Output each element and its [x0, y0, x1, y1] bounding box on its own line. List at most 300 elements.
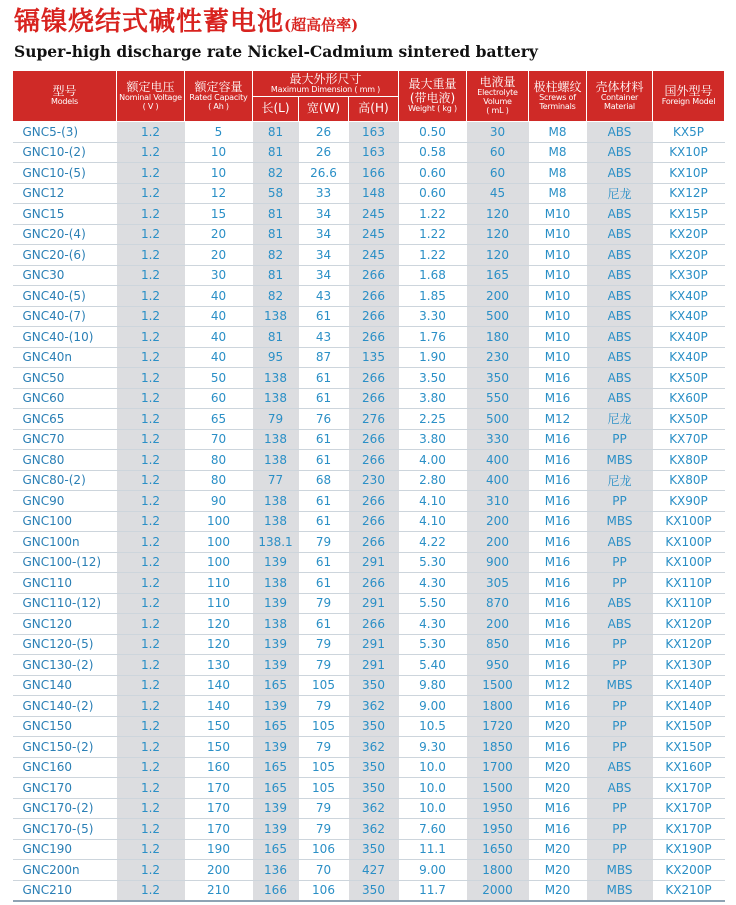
electrolyte-cell: 200 [467, 614, 529, 635]
capacity-cell: 120 [185, 634, 253, 655]
electrolyte-cell: 165 [467, 265, 529, 286]
width-cell: 76 [299, 409, 349, 430]
voltage-cell: 1.2 [117, 122, 185, 143]
voltage-cell: 1.2 [117, 163, 185, 184]
weight-cell: 4.30 [399, 614, 467, 635]
header-weight: 最大重量 (带电液) Weight ( kg ) [399, 71, 467, 122]
screws-cell: M8 [529, 163, 587, 184]
width-cell: 87 [299, 347, 349, 368]
material-cell: ABS [587, 142, 653, 163]
screws-cell: M16 [529, 634, 587, 655]
foreign-model-cell: KX200P [653, 860, 725, 881]
length-cell: 165 [253, 675, 299, 696]
voltage-cell: 1.2 [117, 552, 185, 573]
voltage-cell: 1.2 [117, 573, 185, 594]
model-cell: GNC140-(2) [13, 696, 117, 717]
model-cell: GNC100-(12) [13, 552, 117, 573]
weight-cell: 10.5 [399, 716, 467, 737]
width-cell: 61 [299, 552, 349, 573]
model-cell: GNC65 [13, 409, 117, 430]
electrolyte-cell: 1950 [467, 798, 529, 819]
width-cell: 79 [299, 532, 349, 553]
material-cell: ABS [587, 778, 653, 799]
model-cell: GNC150 [13, 716, 117, 737]
voltage-cell: 1.2 [117, 532, 185, 553]
voltage-cell: 1.2 [117, 347, 185, 368]
capacity-cell: 20 [185, 245, 253, 266]
electrolyte-cell: 900 [467, 552, 529, 573]
width-cell: 34 [299, 265, 349, 286]
header-dimension: 最大外形尺寸 Maximum Dimension ( mm ) [253, 71, 399, 97]
height-cell: 266 [349, 532, 399, 553]
width-cell: 61 [299, 614, 349, 635]
length-cell: 138 [253, 388, 299, 409]
length-cell: 138 [253, 491, 299, 512]
capacity-cell: 30 [185, 265, 253, 286]
voltage-cell: 1.2 [117, 245, 185, 266]
electrolyte-cell: 1850 [467, 737, 529, 758]
capacity-cell: 120 [185, 614, 253, 635]
material-cell: PP [587, 737, 653, 758]
electrolyte-cell: 950 [467, 655, 529, 676]
length-cell: 82 [253, 286, 299, 307]
model-cell: GNC190 [13, 839, 117, 860]
material-cell: ABS [587, 224, 653, 245]
table-row [13, 716, 725, 737]
screws-cell: M8 [529, 142, 587, 163]
model-cell: GNC20-(6) [13, 245, 117, 266]
table-row [13, 839, 725, 860]
width-cell: 61 [299, 429, 349, 450]
length-cell: 77 [253, 470, 299, 491]
foreign-model-cell: KX100P [653, 552, 725, 573]
length-cell: 165 [253, 839, 299, 860]
length-cell: 138 [253, 368, 299, 389]
voltage-cell: 1.2 [117, 839, 185, 860]
weight-cell: 2.80 [399, 470, 467, 491]
weight-cell: 4.10 [399, 491, 467, 512]
model-cell: GNC120 [13, 614, 117, 635]
length-cell: 136 [253, 860, 299, 881]
screws-cell: M8 [529, 183, 587, 204]
electrolyte-cell: 2000 [467, 880, 529, 901]
width-cell: 106 [299, 839, 349, 860]
electrolyte-cell: 550 [467, 388, 529, 409]
table-row [13, 245, 725, 266]
table-row [13, 532, 725, 553]
capacity-cell: 100 [185, 532, 253, 553]
height-cell: 148 [349, 183, 399, 204]
model-cell: GNC5-(3) [13, 122, 117, 143]
height-cell: 291 [349, 634, 399, 655]
weight-cell: 4.10 [399, 511, 467, 532]
foreign-model-cell: KX30P [653, 265, 725, 286]
material-cell: PP [587, 716, 653, 737]
material-cell: ABS [587, 532, 653, 553]
model-cell: GNC40-(5) [13, 286, 117, 307]
capacity-cell: 10 [185, 142, 253, 163]
weight-cell: 1.22 [399, 204, 467, 225]
length-cell: 58 [253, 183, 299, 204]
screws-cell: M16 [529, 450, 587, 471]
height-cell: 291 [349, 655, 399, 676]
electrolyte-cell: 30 [467, 122, 529, 143]
length-cell: 81 [253, 327, 299, 348]
width-cell: 34 [299, 224, 349, 245]
table-row [13, 409, 725, 430]
screws-cell: M10 [529, 327, 587, 348]
weight-cell: 1.68 [399, 265, 467, 286]
material-cell: ABS [587, 265, 653, 286]
material-cell: MBS [587, 511, 653, 532]
header-width: 宽(W) [299, 97, 349, 122]
table-row [13, 142, 725, 163]
model-cell: GNC80 [13, 450, 117, 471]
weight-cell: 1.90 [399, 347, 467, 368]
material-cell: PP [587, 429, 653, 450]
table-row [13, 778, 725, 799]
weight-cell: 10.0 [399, 798, 467, 819]
model-cell: GNC90 [13, 491, 117, 512]
model-cell: GNC12 [13, 183, 117, 204]
height-cell: 362 [349, 798, 399, 819]
screws-cell: M20 [529, 839, 587, 860]
electrolyte-cell: 1500 [467, 675, 529, 696]
height-cell: 291 [349, 593, 399, 614]
header-material: 壳体材料 Container Material [587, 71, 653, 122]
electrolyte-cell: 230 [467, 347, 529, 368]
screws-cell: M10 [529, 245, 587, 266]
length-cell: 165 [253, 778, 299, 799]
weight-cell: 3.80 [399, 388, 467, 409]
material-cell: ABS [587, 388, 653, 409]
electrolyte-cell: 200 [467, 511, 529, 532]
title-subtitle: (超高倍率) [284, 16, 359, 34]
material-cell: PP [587, 655, 653, 676]
width-cell: 61 [299, 573, 349, 594]
electrolyte-cell: 45 [467, 183, 529, 204]
screws-cell: M20 [529, 757, 587, 778]
height-cell: 163 [349, 122, 399, 143]
screws-cell: M10 [529, 224, 587, 245]
length-cell: 81 [253, 142, 299, 163]
table-row [13, 122, 725, 143]
capacity-cell: 160 [185, 757, 253, 778]
foreign-model-cell: KX50P [653, 368, 725, 389]
length-cell: 81 [253, 265, 299, 286]
capacity-cell: 40 [185, 286, 253, 307]
screws-cell: M12 [529, 675, 587, 696]
model-cell: GNC120-(5) [13, 634, 117, 655]
voltage-cell: 1.2 [117, 675, 185, 696]
weight-cell: 4.30 [399, 573, 467, 594]
height-cell: 362 [349, 696, 399, 717]
table-row [13, 368, 725, 389]
electrolyte-cell: 120 [467, 224, 529, 245]
header-electrolyte: 电液量 Electrolyte Volume ( mL ) [467, 71, 529, 122]
electrolyte-cell: 310 [467, 491, 529, 512]
width-cell: 79 [299, 819, 349, 840]
height-cell: 350 [349, 716, 399, 737]
model-cell: GNC50 [13, 368, 117, 389]
screws-cell: M16 [529, 798, 587, 819]
capacity-cell: 12 [185, 183, 253, 204]
screws-cell: M10 [529, 265, 587, 286]
voltage-cell: 1.2 [117, 798, 185, 819]
foreign-model-cell: KX15P [653, 204, 725, 225]
voltage-cell: 1.2 [117, 860, 185, 881]
battery-spec-table [12, 70, 725, 902]
table-row [13, 798, 725, 819]
width-cell: 105 [299, 778, 349, 799]
weight-cell: 1.22 [399, 245, 467, 266]
foreign-model-cell: KX170P [653, 778, 725, 799]
weight-cell: 0.50 [399, 122, 467, 143]
height-cell: 266 [349, 511, 399, 532]
height-cell: 266 [349, 388, 399, 409]
width-cell: 105 [299, 675, 349, 696]
table-row [13, 204, 725, 225]
screws-cell: M20 [529, 860, 587, 881]
width-cell: 33 [299, 183, 349, 204]
voltage-cell: 1.2 [117, 306, 185, 327]
screws-cell: M12 [529, 409, 587, 430]
electrolyte-cell: 180 [467, 327, 529, 348]
voltage-cell: 1.2 [117, 265, 185, 286]
foreign-model-cell: KX170P [653, 819, 725, 840]
weight-cell: 0.58 [399, 142, 467, 163]
length-cell: 81 [253, 122, 299, 143]
material-cell: ABS [587, 327, 653, 348]
foreign-model-cell: KX90P [653, 491, 725, 512]
capacity-cell: 110 [185, 573, 253, 594]
screws-cell: M16 [529, 368, 587, 389]
foreign-model-cell: KX140P [653, 675, 725, 696]
foreign-model-cell: KX50P [653, 409, 725, 430]
weight-cell: 11.1 [399, 839, 467, 860]
weight-cell: 3.80 [399, 429, 467, 450]
length-cell: 138 [253, 614, 299, 635]
capacity-cell: 40 [185, 347, 253, 368]
foreign-model-cell: KX170P [653, 798, 725, 819]
material-cell: ABS [587, 368, 653, 389]
voltage-cell: 1.2 [117, 819, 185, 840]
table-row [13, 491, 725, 512]
material-cell: PP [587, 819, 653, 840]
model-cell: GNC160 [13, 757, 117, 778]
title-english: Super-high discharge rate Nickel-Cadmium sintered battery [14, 42, 538, 61]
model-cell: GNC10-(2) [13, 142, 117, 163]
height-cell: 350 [349, 839, 399, 860]
height-cell: 245 [349, 204, 399, 225]
table-row [13, 450, 725, 471]
capacity-cell: 110 [185, 593, 253, 614]
material-cell: ABS [587, 122, 653, 143]
weight-cell: 5.30 [399, 634, 467, 655]
model-cell: GNC30 [13, 265, 117, 286]
weight-cell: 5.40 [399, 655, 467, 676]
capacity-cell: 15 [185, 204, 253, 225]
voltage-cell: 1.2 [117, 491, 185, 512]
capacity-cell: 40 [185, 306, 253, 327]
foreign-model-cell: KX130P [653, 655, 725, 676]
voltage-cell: 1.2 [117, 880, 185, 901]
voltage-cell: 1.2 [117, 655, 185, 676]
header-capacity: 额定容量 Rated Capacity ( Ah ) [185, 71, 253, 122]
length-cell: 82 [253, 245, 299, 266]
capacity-cell: 40 [185, 327, 253, 348]
material-cell: PP [587, 798, 653, 819]
model-cell: GNC130-(2) [13, 655, 117, 676]
material-cell: ABS [587, 204, 653, 225]
width-cell: 79 [299, 593, 349, 614]
screws-cell: M20 [529, 716, 587, 737]
foreign-model-cell: KX5P [653, 122, 725, 143]
screws-cell: M16 [529, 737, 587, 758]
model-cell: GNC100n [13, 532, 117, 553]
table-row [13, 737, 725, 758]
table-row [13, 675, 725, 696]
height-cell: 266 [349, 286, 399, 307]
height-cell: 163 [349, 142, 399, 163]
height-cell: 230 [349, 470, 399, 491]
height-cell: 266 [349, 450, 399, 471]
model-cell: GNC170 [13, 778, 117, 799]
electrolyte-cell: 60 [467, 142, 529, 163]
foreign-model-cell: KX20P [653, 245, 725, 266]
width-cell: 79 [299, 634, 349, 655]
table-row [13, 265, 725, 286]
model-cell: GNC60 [13, 388, 117, 409]
height-cell: 427 [349, 860, 399, 881]
screws-cell: M10 [529, 286, 587, 307]
foreign-model-cell: KX20P [653, 224, 725, 245]
model-cell: GNC40-(10) [13, 327, 117, 348]
screws-cell: M20 [529, 880, 587, 901]
length-cell: 139 [253, 798, 299, 819]
length-cell: 165 [253, 757, 299, 778]
foreign-model-cell: KX100P [653, 511, 725, 532]
screws-cell: M16 [529, 655, 587, 676]
table-row [13, 511, 725, 532]
table-row [13, 388, 725, 409]
material-cell: PP [587, 696, 653, 717]
width-cell: 61 [299, 388, 349, 409]
width-cell: 34 [299, 204, 349, 225]
table-row [13, 163, 725, 184]
electrolyte-cell: 200 [467, 286, 529, 307]
material-cell: ABS [587, 757, 653, 778]
foreign-model-cell: KX150P [653, 737, 725, 758]
voltage-cell: 1.2 [117, 368, 185, 389]
table-row [13, 860, 725, 881]
width-cell: 79 [299, 696, 349, 717]
foreign-model-cell: KX40P [653, 306, 725, 327]
screws-cell: M16 [529, 532, 587, 553]
foreign-model-cell: KX110P [653, 573, 725, 594]
model-cell: GNC40n [13, 347, 117, 368]
material-cell: MBS [587, 860, 653, 881]
material-cell: MBS [587, 880, 653, 901]
foreign-model-cell: KX120P [653, 614, 725, 635]
weight-cell: 9.00 [399, 860, 467, 881]
model-cell: GNC150-(2) [13, 737, 117, 758]
voltage-cell: 1.2 [117, 450, 185, 471]
table-row [13, 819, 725, 840]
table-row [13, 634, 725, 655]
width-cell: 79 [299, 737, 349, 758]
material-cell: 尼龙 [587, 409, 653, 430]
screws-cell: M16 [529, 511, 587, 532]
voltage-cell: 1.2 [117, 327, 185, 348]
weight-cell: 5.30 [399, 552, 467, 573]
height-cell: 350 [349, 778, 399, 799]
table-row [13, 573, 725, 594]
model-cell: GNC10-(5) [13, 163, 117, 184]
voltage-cell: 1.2 [117, 757, 185, 778]
height-cell: 166 [349, 163, 399, 184]
model-cell: GNC210 [13, 880, 117, 901]
capacity-cell: 190 [185, 839, 253, 860]
voltage-cell: 1.2 [117, 593, 185, 614]
weight-cell: 11.7 [399, 880, 467, 901]
foreign-model-cell: KX120P [653, 634, 725, 655]
screws-cell: M10 [529, 306, 587, 327]
foreign-model-cell: KX10P [653, 142, 725, 163]
material-cell: PP [587, 491, 653, 512]
electrolyte-cell: 1650 [467, 839, 529, 860]
model-cell: GNC100 [13, 511, 117, 532]
table-body [13, 122, 725, 902]
voltage-cell: 1.2 [117, 634, 185, 655]
height-cell: 276 [349, 409, 399, 430]
electrolyte-cell: 120 [467, 245, 529, 266]
material-cell: 尼龙 [587, 183, 653, 204]
electrolyte-cell: 500 [467, 306, 529, 327]
capacity-cell: 80 [185, 450, 253, 471]
foreign-model-cell: KX80P [653, 450, 725, 471]
table-row [13, 552, 725, 573]
height-cell: 266 [349, 429, 399, 450]
foreign-model-cell: KX40P [653, 327, 725, 348]
foreign-model-cell: KX190P [653, 839, 725, 860]
table-row [13, 183, 725, 204]
foreign-model-cell: KX60P [653, 388, 725, 409]
weight-cell: 4.00 [399, 450, 467, 471]
width-cell: 61 [299, 450, 349, 471]
material-cell: ABS [587, 593, 653, 614]
material-cell: PP [587, 573, 653, 594]
capacity-cell: 210 [185, 880, 253, 901]
electrolyte-cell: 400 [467, 450, 529, 471]
model-cell: GNC170-(5) [13, 819, 117, 840]
height-cell: 266 [349, 573, 399, 594]
foreign-model-cell: KX150P [653, 716, 725, 737]
material-cell: ABS [587, 286, 653, 307]
model-cell: GNC170-(2) [13, 798, 117, 819]
material-cell: PP [587, 839, 653, 860]
table-row [13, 286, 725, 307]
electrolyte-cell: 850 [467, 634, 529, 655]
capacity-cell: 100 [185, 552, 253, 573]
voltage-cell: 1.2 [117, 737, 185, 758]
screws-cell: M16 [529, 593, 587, 614]
weight-cell: 3.30 [399, 306, 467, 327]
height-cell: 266 [349, 491, 399, 512]
foreign-model-cell: KX80P [653, 470, 725, 491]
material-cell: ABS [587, 614, 653, 635]
capacity-cell: 5 [185, 122, 253, 143]
